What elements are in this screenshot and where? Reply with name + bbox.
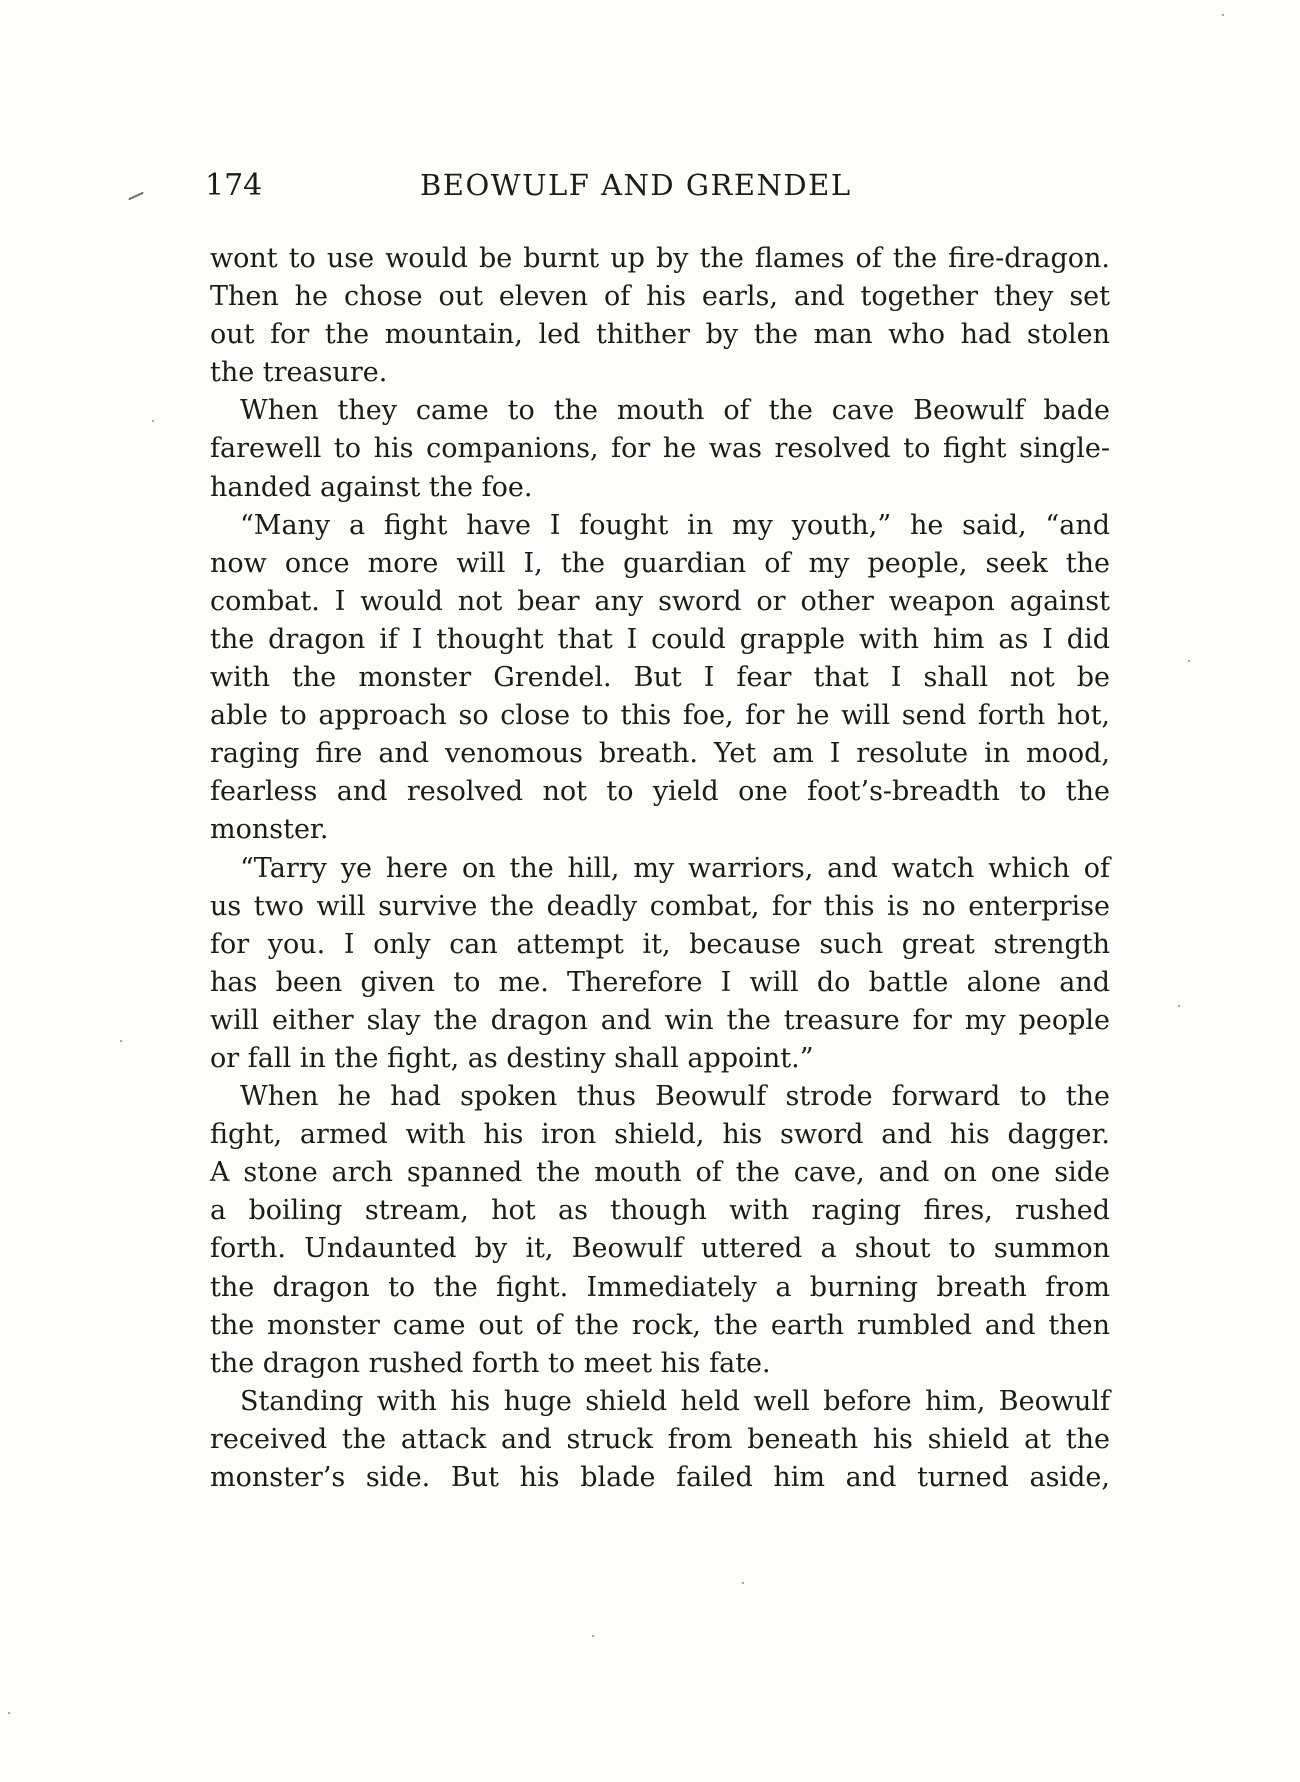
text-line: wont to use would be burnt up by the flames of the fire-dragon. bbox=[210, 243, 1110, 274]
text-line: combat. I would not bear any sword or other weapon against bbox=[210, 585, 1110, 617]
text-line: monster’s side. But his blade failed him and turned aside, bbox=[210, 1462, 1110, 1493]
text-line: received the attack and struck from beneath his shield at the bbox=[210, 1423, 1110, 1455]
text-line: monster. bbox=[210, 814, 329, 846]
text-line: us two will survive the deadly combat, for this is no enterprise bbox=[210, 890, 1110, 922]
text-line: now once more will I, the guardian of my people, seek the bbox=[210, 547, 1110, 579]
paper-speck bbox=[1188, 660, 1190, 662]
text-line: When they came to the mouth of the cave Beowulf bade bbox=[240, 395, 1110, 427]
paper-speck bbox=[152, 420, 154, 422]
paper-speck bbox=[592, 1635, 594, 1637]
text-line: fight, armed with his iron shield, his sword and his dagger. bbox=[210, 1119, 1110, 1151]
text-line: the dragon if I thought that I could grapple with him as I did bbox=[210, 623, 1110, 655]
text-line: Standing with his huge shield held well before him, Beowulf bbox=[240, 1385, 1110, 1417]
text-line: has been given to me. Therefore I will do battle alone and bbox=[210, 966, 1110, 998]
text-line: raging fire and venomous breath. Yet am I resolute in mood, bbox=[210, 738, 1110, 770]
text-line: “Many a fight have I fought in my youth,” he said, “and bbox=[240, 509, 1110, 541]
text-line: “Tarry ye here on the hill, my warriors, and watch which of bbox=[240, 852, 1110, 884]
body-text bbox=[210, 240, 1110, 1497]
text-line: handed against the foe. bbox=[210, 471, 533, 503]
margin-pencil-mark bbox=[128, 192, 143, 201]
paper-speck bbox=[1178, 1005, 1180, 1007]
text-line: A stone arch spanned the mouth of the cave, and on one side bbox=[210, 1157, 1110, 1189]
paper-speck bbox=[742, 1582, 744, 1584]
text-line: with the monster Grendel. But I fear that I shall not be bbox=[210, 662, 1110, 694]
paper-speck bbox=[8, 1712, 10, 1714]
text-line: fearless and resolved not to yield one foot’s-breadth to the bbox=[210, 776, 1110, 808]
page-number: 174 bbox=[205, 168, 263, 203]
text-line: the dragon to the fight. Immediately a burning breath from bbox=[210, 1271, 1110, 1303]
running-title: BEOWULF AND GRENDEL bbox=[420, 168, 852, 202]
text-line: When he had spoken thus Beowulf strode forward to the bbox=[240, 1081, 1110, 1113]
text-line: the dragon rushed forth to meet his fate. bbox=[210, 1347, 771, 1379]
text-line: will either slay the dragon and win the treasure for my people bbox=[210, 1004, 1110, 1036]
text-line: a boiling stream, hot as though with raging fires, rushed bbox=[210, 1195, 1110, 1227]
text-line: able to approach so close to this foe, for he will send forth hot, bbox=[210, 700, 1110, 732]
text-line: the monster came out of the rock, the earth rumbled and then bbox=[210, 1309, 1110, 1341]
text-line: out for the mountain, led thither by the man who had stolen bbox=[210, 319, 1110, 351]
text-line: farewell to his companions, for he was resolved to fight single- bbox=[210, 433, 1110, 465]
text-line: forth. Undaunted by it, Beowulf uttered a shout to summon bbox=[210, 1233, 1110, 1265]
running-head bbox=[205, 168, 1105, 208]
paper-speck bbox=[120, 1040, 122, 1042]
paper-speck bbox=[1222, 14, 1224, 16]
text-line: or fall in the fight, as destiny shall appoint.” bbox=[210, 1042, 814, 1074]
text-line: Then he chose out eleven of his earls, and together they set bbox=[210, 281, 1110, 313]
text-line: for you. I only can attempt it, because such great strength bbox=[210, 928, 1110, 960]
text-line: the treasure. bbox=[210, 357, 388, 389]
